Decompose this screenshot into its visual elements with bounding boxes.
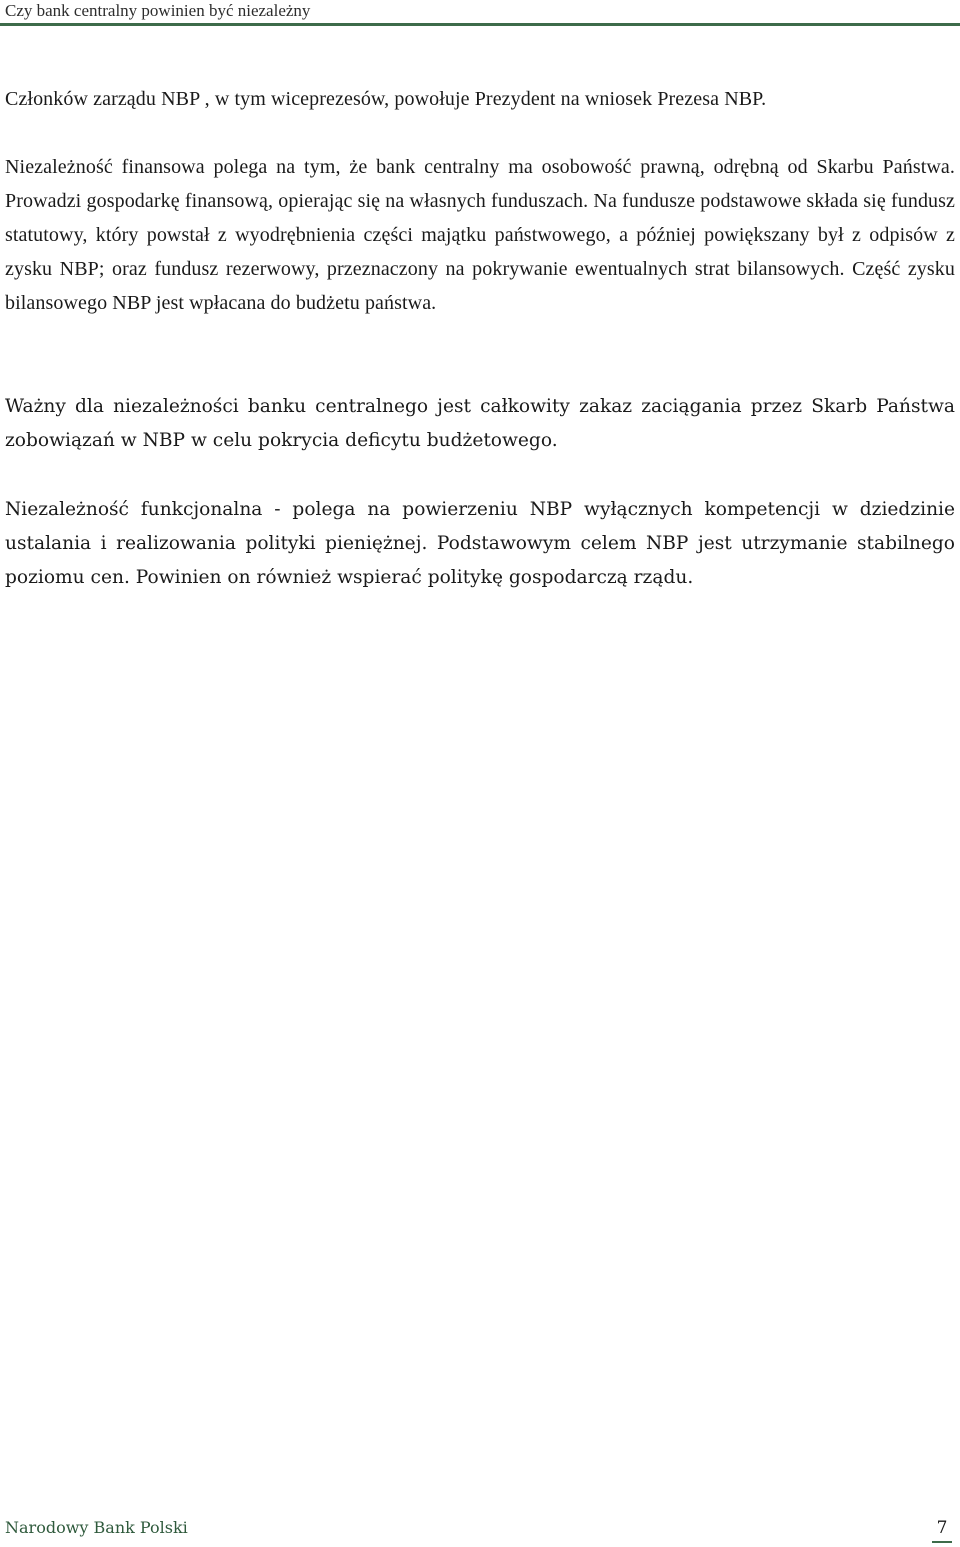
paragraph-functional-independence: Niezależność funkcjonalna - polega na powierzeniu NBP wyłącznych kompetencji w dziedzinie ustalania i realizowania polityki pieniężnej. Podstawowym celem NBP jest utrzymanie stabilnego poziomu cen. Powinien on również wspierać politykę gospodarczą rządu. bbox=[5, 499, 955, 588]
footer-publisher: Narodowy Bank Polski bbox=[5, 1518, 188, 1537]
running-header-title: Czy bank centralny powinien być niezależny bbox=[5, 1, 311, 20]
paragraph-board-appointment: Członków zarządu NBP , w tym wiceprezesów, powołuje Prezydent na wniosek Prezesa NBP. bbox=[5, 88, 767, 110]
page-number: 7 bbox=[936, 1518, 948, 1538]
paragraph-financial-independence: Niezależność finansowa polega na tym, że bank centralny ma osobowość prawną, odrębną od Skarbu Państwa. Prowadzi gospodarkę finansową, opierając się na własnych funduszach. Na fundusze podstawowe składa się fundusz statutowy, który powstał z wyodrębnienia części majątku państwowego, a później powiększany był z odpisów z zysku NBP; oraz fundusz rezerwowy, przeznaczony na pokrywanie ewentualnych strat bilansowych. Część zysku bilansowego NBP jest wpłacana do budżetu państwa. bbox=[5, 156, 955, 314]
paragraph-deficit-ban: Ważny dla niezależności banku centralnego jest całkowity zakaz zaciągania przez Skarb Państwa zobowiązań w NBP w celu pokrycia deficytu budżetowego. bbox=[5, 396, 955, 451]
page-number-underline bbox=[932, 1541, 952, 1543]
header-divider bbox=[0, 23, 960, 26]
